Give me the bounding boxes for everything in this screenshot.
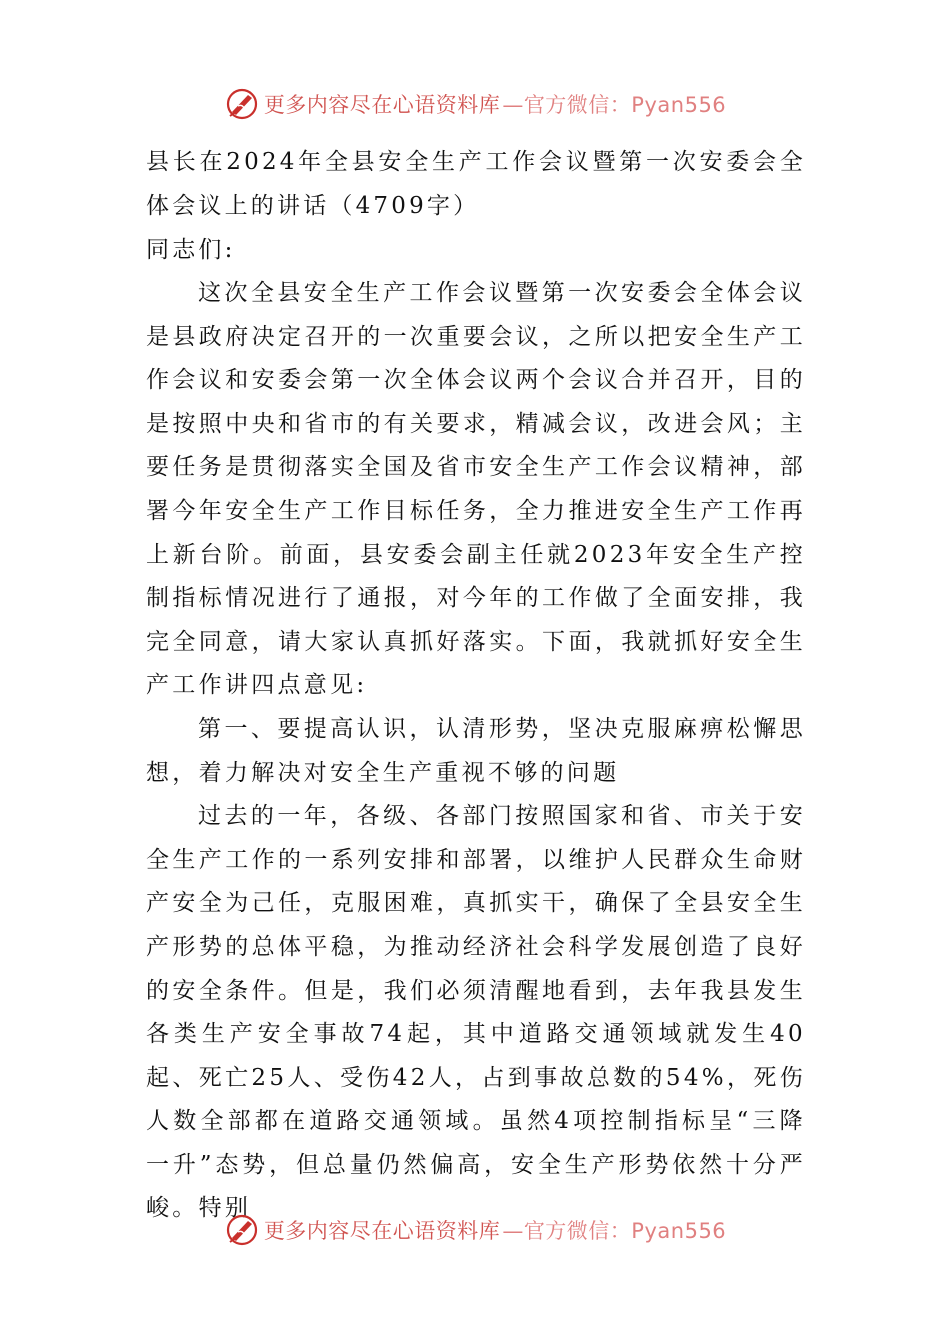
paragraph-1: 这次全县安全生产工作会议暨第一次安委会全体会议是县政府决定召开的一次重要会议，之所以把安全生产工作会议和安委会第一次全体会议两个会议合并召开，目的是按照中央和省市的有关要求，精减会议，改进会风；主要任务是贯彻落实全国及省市安全生产工作会议精神，部署今年安全生产工作目标任务，全力推进安全生产工作再上新台阶。前面，县安委会副主任就2023年安全生产控制指标情况进行了通报，对今年的工作做了全面安排，我完全同意，请大家认真抓好落实。下面，我就抓好安全生产工作讲四点意见: — [146, 280, 806, 699]
document-body — [146, 140, 806, 1231]
watermark-banner-bottom — [0, 1210, 950, 1250]
watermark-sub: —官方微信：Pyan556 — [502, 93, 727, 117]
pen-logo-icon — [224, 1212, 260, 1248]
watermark-main: 更多内容尽在心语资料库 — [263, 93, 501, 117]
salutation: 同志们: — [146, 237, 236, 263]
watermark-main: 更多内容尽在心语资料库 — [263, 1219, 501, 1243]
watermark-banner-top — [0, 84, 950, 124]
paragraph-2: 第一、要提高认识，认清形势，坚决克服麻痹松懈思想，着力解决对安全生产重视不够的问题 — [146, 715, 806, 786]
watermark-text — [264, 1215, 726, 1245]
watermark-sub: —官方微信：Pyan556 — [502, 1219, 727, 1243]
pen-logo-icon — [224, 86, 260, 122]
paragraph-3: 过去的一年，各级、各部门按照国家和省、市关于安全生产工作的一系列安排和部署，以维护人民群众生命财产安全为己任，克服困难，真抓实干，确保了全县安全生产形势的总体平稳，为推动经济社会科学发展创造了良好的安全条件。但是，我们必须清醒地看到，去年我县发生各类生产安全事故74起，其中道路交通领域就发生40起、死亡25人、受伤42人，占到事故总数的54%，死伤人数全部都在道路交通领域。虽然4项控制指标呈“三降一升”态势，但总量仍然偏高，安全生产形势依然十分严峻。特别 — [146, 803, 806, 1222]
watermark-text — [264, 89, 726, 119]
document-title: 县长在2024年全县安全生产工作会议暨第一次安委会全体会议上的讲话（4709字） — [146, 149, 806, 219]
